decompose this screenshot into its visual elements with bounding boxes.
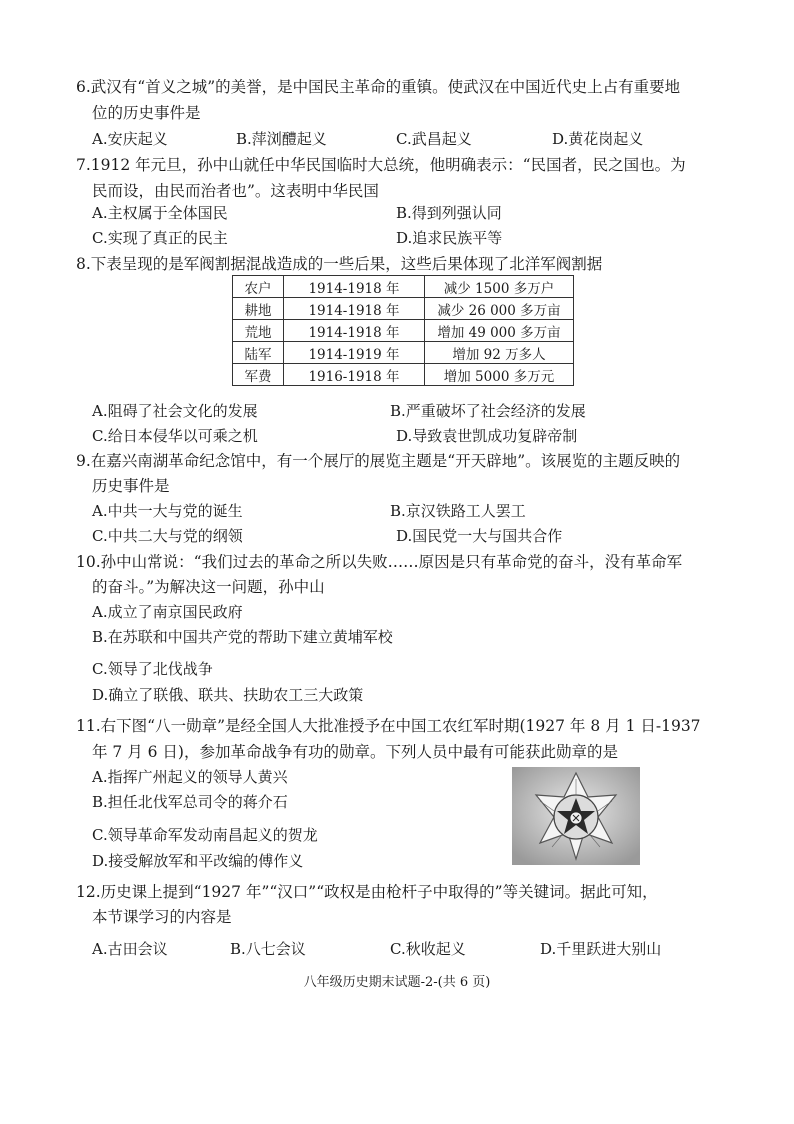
table-cell: 减少 26 000 多万亩 <box>425 298 574 320</box>
question-12-option-a: A.古田会议 <box>92 940 168 958</box>
page-footer: 八年级历史期末试题-2-(共 6 页) <box>303 975 491 990</box>
question-9-stem: 9.在嘉兴南湖革命纪念馆中，有一个展厅的展览主题是“开天辟地”。该展览的主题反映的 <box>76 452 681 470</box>
question-12-option-b: B.八七会议 <box>230 940 306 958</box>
question-6-option-b: B.萍浏醴起义 <box>236 130 327 148</box>
question-6-option-d: D.黄花岗起义 <box>552 130 644 148</box>
question-12-stem-cont: 本节课学习的内容是 <box>92 908 232 926</box>
question-8-option-b: B.严重破坏了社会经济的发展 <box>390 402 586 420</box>
question-7-option-a: A.主权属于全体国民 <box>92 204 228 222</box>
question-7-option-b: B.得到列强认同 <box>396 204 502 222</box>
question-7-option-d: D.追求民族平等 <box>396 229 503 247</box>
table-cell: 农户 <box>233 276 284 298</box>
question-11-option-d: D.接受解放军和平改编的傅作义 <box>92 852 304 870</box>
question-6-stem-cont: 位的历史事件是 <box>92 104 201 122</box>
question-9-option-d: D.国民党一大与国共合作 <box>396 527 563 545</box>
question-9-option-a: A.中共一大与党的诞生 <box>92 502 243 520</box>
question-10-option-a: A.成立了南京国民政府 <box>92 603 243 621</box>
table-row <box>233 320 574 342</box>
question-7-option-c: C.实现了真正的民主 <box>92 229 228 247</box>
question-12-stem: 12.历史课上提到“1927 年”“汉口”“政权是由枪杆子中取得的”等关键词。据此可知， <box>76 883 658 901</box>
table-cell: 耕地 <box>233 298 284 320</box>
table-cell: 荒地 <box>233 320 284 342</box>
question-9-option-b: B.京汉铁路工人罢工 <box>390 502 526 520</box>
question-9-option-c: C.中共二大与党的纲领 <box>92 527 243 545</box>
question-11-option-a: A.指挥广州起义的领导人黄兴 <box>92 768 288 786</box>
question-8-option-d: D.导致袁世凯成功复辟帝制 <box>396 427 578 445</box>
table-cell: 1914-1918 年 <box>284 320 425 342</box>
table-cell: 1914-1918 年 <box>284 298 425 320</box>
question-7-stem-cont: 民而设，由民而治者也”。这表明中华民国 <box>92 182 379 200</box>
question-6-option-a: A.安庆起义 <box>92 130 168 148</box>
question-6-stem: 6.武汉有“首义之城”的美誉，是中国民主革命的重镇。使武汉在中国近代史上占有重要地 <box>76 78 681 96</box>
table-cell: 军费 <box>233 364 284 386</box>
table-cell: 增加 49 000 多万亩 <box>425 320 574 342</box>
question-12-option-c: C.秋收起义 <box>390 940 466 958</box>
table-cell: 1914-1918 年 <box>284 276 425 298</box>
table-cell: 1916-1918 年 <box>284 364 425 386</box>
table-row <box>233 342 574 364</box>
question-8-option-a: A.阻碍了社会文化的发展 <box>92 402 258 420</box>
question-11-stem: 11.右下图“八一勋章”是经全国人大批准授予在中国工农红军时期(1927 年 8 月 1 日-1937 <box>76 717 701 735</box>
question-10-option-c: C.领导了北伐战争 <box>92 660 213 678</box>
table-row <box>233 364 574 386</box>
question-7-stem: 7.1912 年元旦，孙中山就任中华民国临时大总统，他明确表示：“民国者，民之国也。为 <box>76 156 686 174</box>
question-8-option-c: C.给日本侵华以可乘之机 <box>92 427 258 445</box>
bayi-medal-icon <box>512 767 640 865</box>
question-11-option-c: C.领导革命军发动南昌起义的贺龙 <box>92 826 318 844</box>
table-cell: 增加 92 万多人 <box>425 342 574 364</box>
question-8-stem: 8.下表呈现的是军阀割据混战造成的一些后果，这些后果体现了北洋军阀割据 <box>76 255 603 273</box>
question-11-stem-cont: 年 7 月 6 日)，参加革命战争有功的勋章。下列人员中最有可能获此勋章的是 <box>92 743 618 761</box>
table-cell: 1914-1919 年 <box>284 342 425 364</box>
question-12-option-d: D.千里跃进大别山 <box>540 940 662 958</box>
question-10-stem-cont: 的奋斗。”为解决这一问题，孙中山 <box>92 578 325 596</box>
question-9-stem-cont: 历史事件是 <box>92 477 170 495</box>
table-cell: 减少 1500 多万户 <box>425 276 574 298</box>
question-6-option-c: C.武昌起义 <box>396 130 472 148</box>
question-10-stem: 10.孙中山常说：“我们过去的革命之所以失败……原因是只有革命党的奋斗，没有革命军 <box>76 553 683 571</box>
table-cell: 增加 5000 多万元 <box>425 364 574 386</box>
question-11-option-b: B.担任北伐军总司令的蒋介石 <box>92 793 288 811</box>
table-row <box>233 276 574 298</box>
warlord-consequences-table <box>232 275 574 386</box>
question-10-option-d: D.确立了联俄、联共、扶助农工三大政策 <box>92 686 364 704</box>
table-row <box>233 298 574 320</box>
question-10-option-b: B.在苏联和中国共产党的帮助下建立黄埔军校 <box>92 628 393 646</box>
table-cell: 陆军 <box>233 342 284 364</box>
